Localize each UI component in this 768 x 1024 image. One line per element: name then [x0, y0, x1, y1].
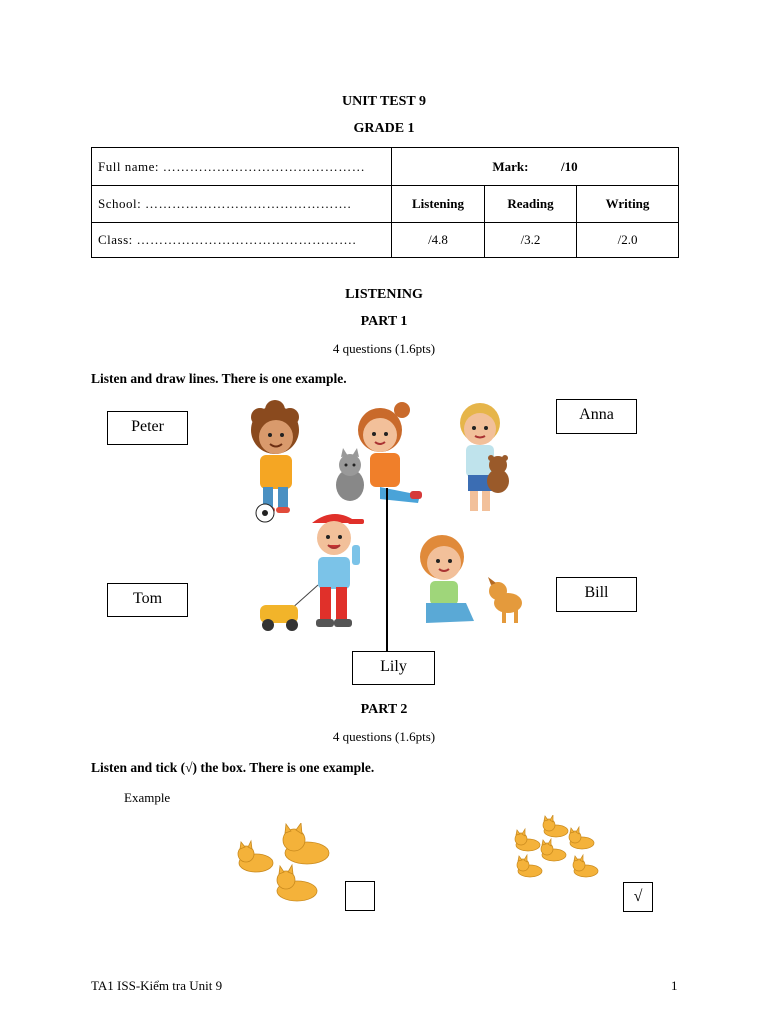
name-box-peter[interactable]: Peter — [107, 411, 188, 445]
example-line — [386, 488, 388, 653]
name-box-bill[interactable]: Bill — [556, 577, 637, 612]
boy-with-red-cap-image — [260, 514, 364, 631]
mark-total: /10 — [561, 158, 578, 174]
tick-box-many-cats[interactable]: √ — [623, 882, 653, 912]
writing-score: /2.0 — [577, 223, 679, 258]
part2-instruction: Listen and tick (√) the box. There is one example. — [91, 760, 375, 775]
test-title: UNIT TEST 9 — [341, 94, 427, 109]
writing-column-header: Writing — [577, 186, 679, 223]
reading-column-header: Reading — [485, 186, 577, 223]
part1-instruction: Listen and draw lines. There is one example. — [91, 371, 347, 386]
name-box-anna[interactable]: Anna — [556, 399, 637, 434]
six-cats-image — [508, 815, 608, 887]
full-name-field[interactable]: Full name: ……………………………………… — [92, 148, 392, 186]
boy-with-teddy-image — [460, 403, 509, 511]
student-info-table — [91, 147, 679, 258]
listening-heading: LISTENING — [345, 287, 423, 302]
part2-subtitle: 4 questions (1.6pts) — [332, 729, 436, 744]
name-box-lily[interactable]: Lily — [352, 651, 435, 685]
part2-title: PART 2 — [360, 702, 408, 717]
children-illustration — [230, 395, 540, 645]
grade-title: GRADE 1 — [353, 121, 415, 136]
mark-cell — [392, 148, 679, 186]
example-label: Example — [124, 790, 171, 805]
tick-box-three-cats[interactable] — [345, 881, 375, 911]
three-cats-image — [232, 823, 337, 905]
part1-title: PART 1 — [360, 314, 408, 329]
listening-score: /4.8 — [392, 223, 485, 258]
footer-text: TA1 ISS-Kiểm tra Unit 9 — [91, 978, 223, 993]
curly-hair-boy-image — [251, 400, 299, 522]
page-number: 1 — [671, 978, 678, 993]
listening-column-header: Listening — [392, 186, 485, 223]
girl-with-cat-image — [336, 402, 422, 503]
reading-score: /3.2 — [485, 223, 577, 258]
school-field[interactable]: School: ………………………………………. — [92, 186, 392, 223]
name-box-tom[interactable]: Tom — [107, 583, 188, 617]
mark-label: Mark: — [492, 158, 529, 174]
part1-subtitle: 4 questions (1.6pts) — [332, 341, 436, 356]
girl-with-dog-image — [420, 535, 522, 623]
class-field[interactable]: Class: …………………………………………. — [92, 223, 392, 258]
